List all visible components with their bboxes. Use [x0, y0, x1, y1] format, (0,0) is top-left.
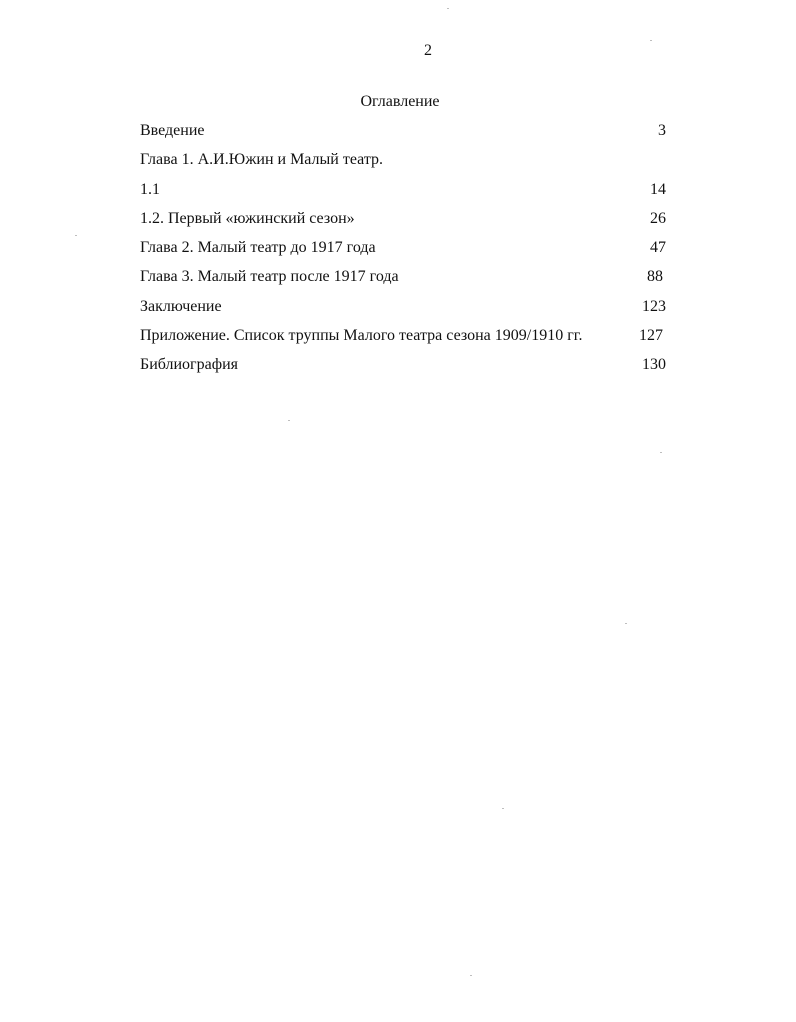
toc-entry-title: Библиография	[140, 356, 238, 374]
toc-entry-chapter-2	[140, 239, 666, 268]
toc-entry-title: Приложение. Список труппы Малого театра сезона 1909/1910 гг.	[140, 327, 583, 345]
toc-entry-conclusion	[140, 298, 666, 327]
toc-entry-bibliography	[140, 356, 666, 385]
toc-entry-title: 1.1	[140, 180, 160, 198]
toc-entry-section-1-2	[140, 210, 666, 239]
toc-entry-page: 47	[650, 239, 666, 257]
toc-entry-page: 127	[639, 327, 663, 345]
scan-speck	[650, 40, 652, 41]
toc-entry-chapter-3	[140, 268, 666, 297]
scan-speck	[660, 452, 662, 453]
toc-entry-section-1-1	[140, 181, 666, 210]
scan-speck	[75, 235, 77, 236]
toc-entry-title: Глава 3. Малый театр после 1917 года	[140, 268, 399, 286]
toc-entry-title: Введение	[140, 122, 205, 139]
scan-speck	[470, 975, 472, 976]
toc-entry-page: 26	[650, 209, 666, 227]
scan-speck	[288, 420, 290, 421]
toc-entry-page: 14	[650, 180, 666, 198]
toc-entry-title: Глава 2. Малый театр до 1917 года	[140, 239, 376, 257]
toc-entry-title: 1.2. Первый «южинский сезон»	[140, 209, 355, 227]
toc-entry-introduction	[140, 122, 666, 151]
toc-entry-page: 123	[642, 297, 666, 315]
scan-speck	[447, 8, 449, 9]
table-of-contents	[140, 122, 666, 386]
toc-entry-title: Глава 1. А.И.Южин и Малый театр.	[140, 151, 383, 169]
toc-entry-page: 130	[642, 356, 666, 374]
toc-entry-chapter-1	[140, 151, 666, 180]
toc-entry-title: Заключение	[140, 297, 222, 315]
toc-entry-page: 3	[658, 122, 666, 139]
scan-speck	[625, 623, 627, 624]
toc-entry-page: 88	[647, 268, 663, 286]
scan-speck	[502, 808, 504, 809]
toc-heading: Оглавление	[360, 93, 440, 110]
page-number: 2	[424, 42, 432, 59]
toc-entry-appendix	[140, 327, 666, 356]
